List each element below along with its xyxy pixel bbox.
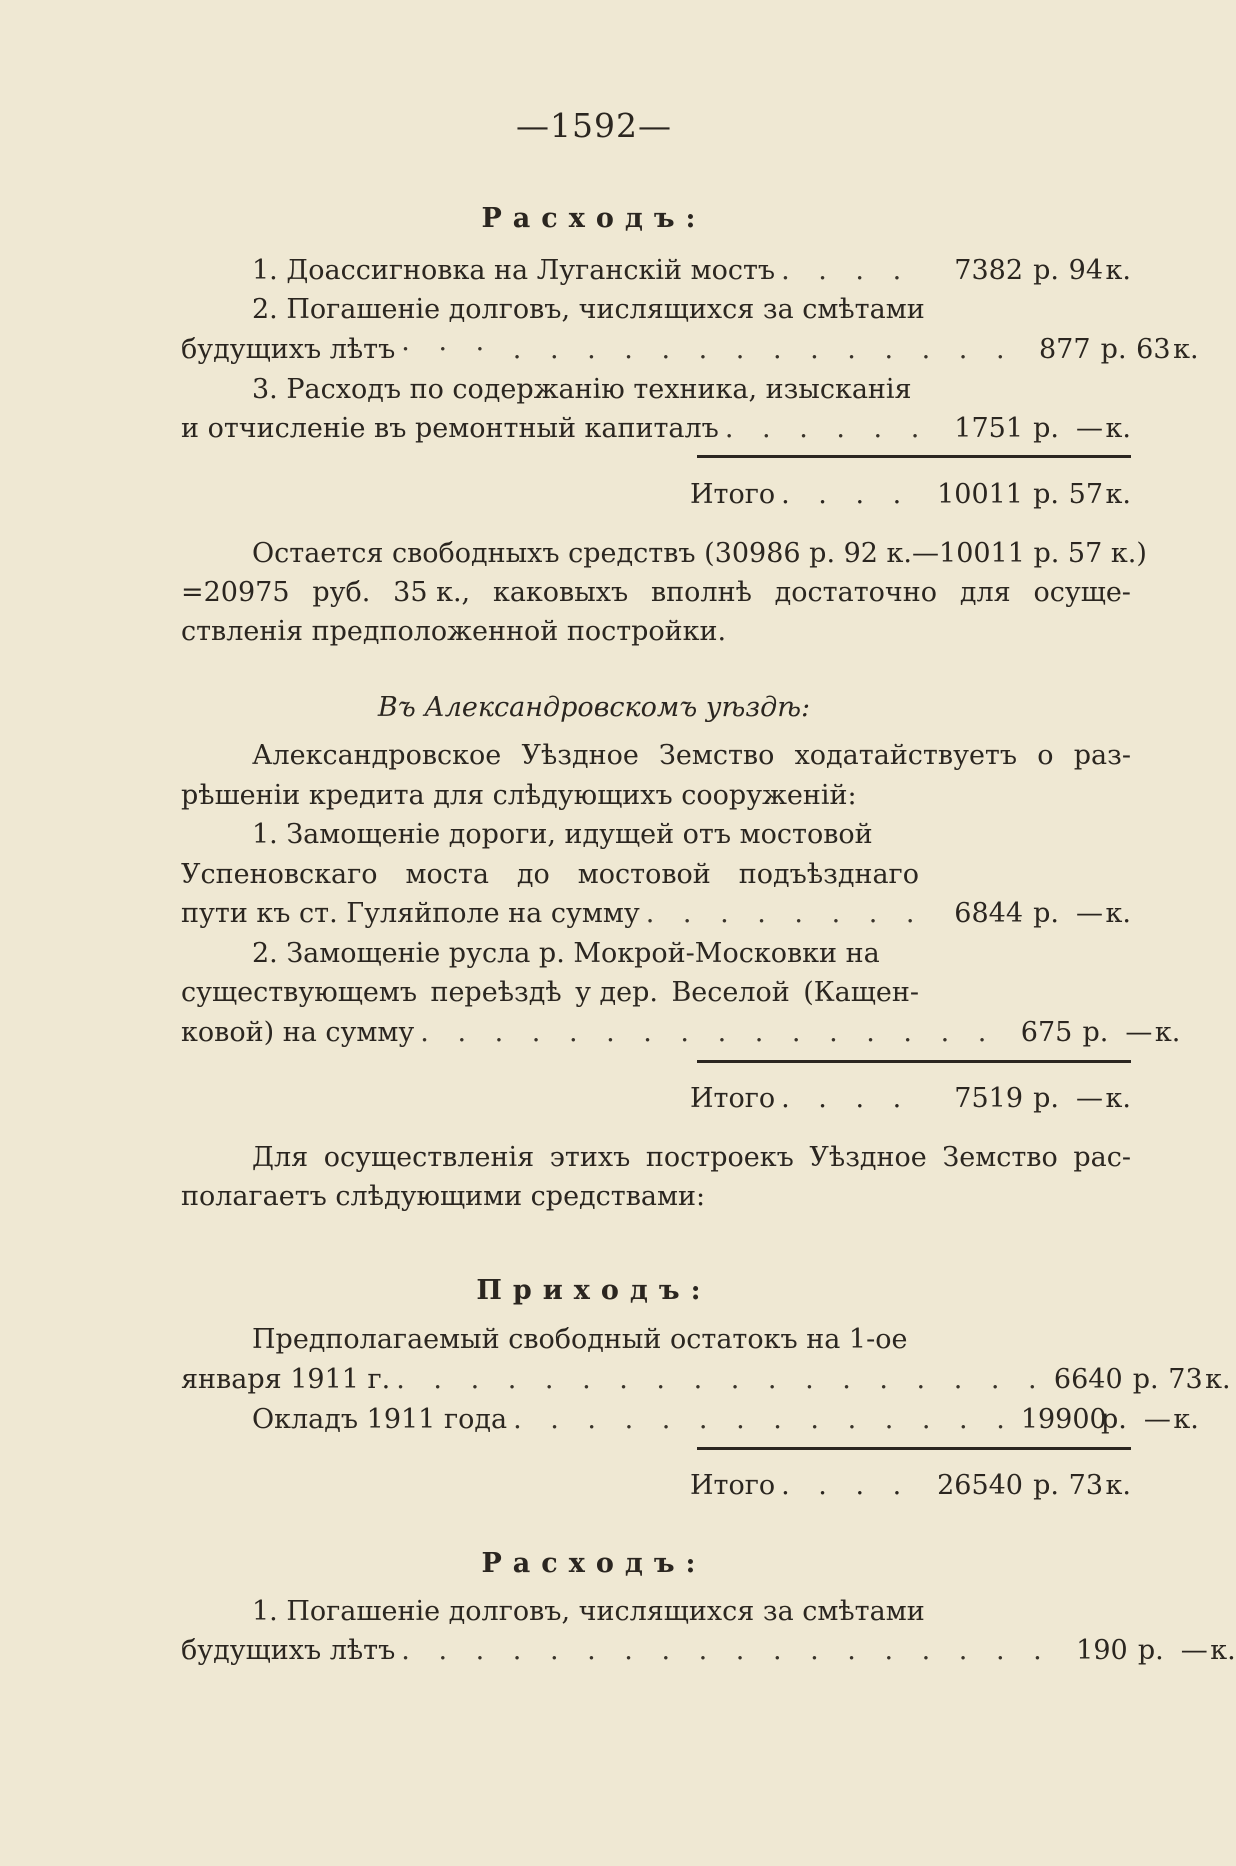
section-heading-district: Въ Александровскомъ уѣздѣ:: [377, 692, 811, 723]
total-rule: [697, 1447, 1131, 1450]
expense-item-2-line-2: будущихъ лѣтъ · · · . . . . . . . . . . . . . . 877 р. 63 к.: [181, 334, 1199, 365]
expense-item-1-text: 1. Доассигновка на Луганскій мостъ: [252, 255, 776, 286]
leader-dots: . . . . . . . . . . . . . . . . . .: [396, 1364, 1047, 1395]
district-item-1-line-3: пути къ ст. Гуляйполе на сумму . . . . . . . . 6844 р. — к.: [181, 898, 1131, 929]
income-item-1-line-2: января 1911 г. . . . . . . . . . . . . . . . . . . 6640 р. 73 к.: [181, 1364, 1231, 1395]
district-item-2-line-3: ковой) на сумму . . . . . . . . . . . . . . . . 675 р. — к.: [181, 1017, 1181, 1048]
leader-dots: . . . .: [781, 255, 912, 286]
income-item-2-amount: 19900 р. — к.: [1020, 1404, 1199, 1435]
expense-item-1-amount: 7382 р. 94 к.: [954, 255, 1131, 286]
section-3-total: Итого . . . . 26540 р. 73 к.: [690, 1470, 1131, 1501]
district-item-2-line-1: 2. Замощеніе русла р. Мокрой-Московки на: [252, 938, 880, 969]
paragraph-1-line-1: Остается свободныхъ средствъ (30986 р. 92 к.—10011 р. 57 к.): [252, 538, 1147, 569]
section-2-total: Итого . . . . 7519 р. — к.: [690, 1083, 1131, 1114]
leader-dots: . . . .: [781, 1470, 912, 1501]
leader-dots: . . . .: [781, 1083, 912, 1114]
expense-2-item-1-line-2: будущихъ лѣтъ . . . . . . . . . . . . . . . . . . 190 р. — к.: [181, 1635, 1236, 1666]
leader-dots: . . . . . . . . . . . . . . . . . .: [401, 1635, 1052, 1666]
section-heading-expenses: Расходъ:: [481, 203, 707, 234]
section-2-intro-line-2: рѣшеніи кредита для слѣдующихъ сооруженій:: [181, 780, 857, 811]
total-rule: [697, 455, 1131, 458]
section-heading-income: Приходъ:: [476, 1275, 712, 1306]
leader-dots: . . . .: [781, 479, 912, 510]
section-1-total: Итого . . . . 10011 р. 57 к.: [690, 479, 1131, 510]
district-item-1-amount: 6844 р. — к.: [954, 898, 1131, 929]
paragraph-2-line-1: Для осуществленія этихъ построекъ Уѣздное Земство рас-: [252, 1142, 1131, 1173]
paragraph-1-line-2: =20975 руб. 35 к., каковыхъ вполнѣ достаточно для осуще-: [181, 577, 1131, 608]
expense-item-2-amount: 877 р. 63 к.: [1038, 334, 1199, 365]
total-rule: [697, 1060, 1131, 1063]
page-number: —1592—: [516, 106, 672, 145]
expense-item-3-amount: 1751 р. — к.: [954, 413, 1131, 444]
district-item-2-amount: 675 р. — к.: [1020, 1017, 1181, 1048]
leader-dots: · · · . . . . . . . . . . . . . .: [401, 334, 1015, 365]
leader-dots: . . . . . . . . . . . . . .: [513, 1404, 1015, 1435]
income-item-1-line-1: Предполагаемый свободный остатокъ на 1-ое: [252, 1324, 908, 1355]
expense-item-3-line-1: 3. Расходъ по содержанію техника, изысканія: [252, 374, 912, 405]
expense-item-1: [252, 254, 1131, 288]
expense-item-2-line-1: 2. Погашеніе долговъ, числящихся за смѣтами: [252, 294, 925, 325]
district-item-2-line-2: существующемъ переѣздѣ у дер. Веселой (Кащен-: [181, 977, 919, 1008]
income-item-1-amount: 6640 р. 73 к.: [1053, 1364, 1231, 1395]
expense-2-item-1-line-1: 1. Погашеніе долговъ, числящихся за смѣтами: [252, 1596, 925, 1627]
income-item-2: Окладъ 1911 года . . . . . . . . . . . . . . 19900 р. — к.: [252, 1404, 1199, 1435]
leader-dots: . . . . . . . . . . . . . . . .: [420, 1017, 997, 1048]
paragraph-1-line-3: ствленія предположенной постройки.: [181, 616, 727, 647]
leader-dots: . . . . . .: [724, 413, 930, 444]
leader-dots: . . . . . . . .: [645, 898, 925, 929]
district-item-1-line-1: 1. Замощеніе дороги, идущей отъ мостовой: [252, 819, 873, 850]
expense-2-item-1-amount: 190 р. — к.: [1076, 1635, 1236, 1666]
paragraph-2-line-2: полагаетъ слѣдующими средствами:: [181, 1181, 706, 1212]
expense-item-3-line-2: и отчисленіе въ ремонтный капиталъ . . . . . . 1751 р. — к.: [181, 413, 1131, 444]
section-2-intro-line-1: Александровское Уѣздное Земство ходатайствуетъ о раз-: [252, 740, 1131, 771]
district-item-1-line-2: Успеновскаго моста до мостовой подъѣзднаго: [181, 859, 919, 890]
section-heading-expenses-2: Расходъ:: [481, 1548, 707, 1579]
